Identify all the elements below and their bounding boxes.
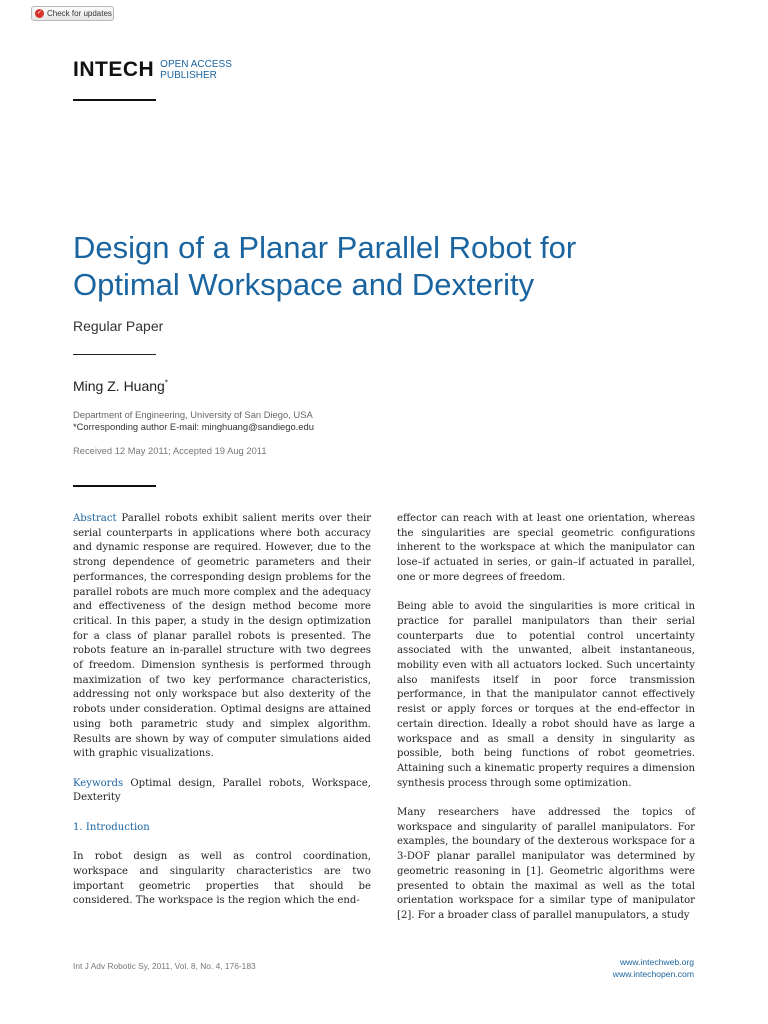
paper-title: Design of a Planar Parallel Robot for Optimal Workspace and Dexterity — [73, 230, 577, 302]
keywords-label: Keywords — [73, 777, 124, 789]
check-for-updates-button[interactable] — [31, 6, 114, 21]
footer-links — [613, 956, 694, 980]
divider — [73, 485, 156, 487]
abstract-text: Parallel robots exhibit salient merits over their serial counterparts in applications where both accuracy and dynamic response are required. However, due to the strong dependence of geometric parameters and their performances, the corresponding design problems for the parallel robots are much more complex and the adequacy and effectiveness of the design method become more critical. In this paper, a study in the design optimization for a class of planar parallel robots is presented. The robots feature an in-parallel structure with two degrees of freedom. Dimension synthesis is performed through maximization of two key performance characteristics, addressing not only workspace but also dexterity of the robots under consideration. Optimal designs are attained using both parametric study and simplex algorithm. Results are shown by way of computer simulations aided with graphic visualizations. — [73, 513, 372, 760]
keywords-text: Optimal design, Parallel robots, Workspace, Dexterity — [73, 777, 371, 804]
left-column — [73, 512, 371, 924]
paper-type: Regular Paper — [73, 318, 164, 334]
author-mark: * — [164, 378, 168, 388]
body-paragraph: Being able to avoid the singularities is more critical in practice for parallel manipulators than their serial counterparts due to potential control uncertainty associated with the unwanted, albeit instantaneous, mobility even with all actuators locked. Such uncertainty also manifests itself in poor force transmission performance, in that the manipulator cannot effectively resist or apply forces or torques at the end-effector in certain direction. Ideally a robot should have as large a workspace and as small a density in singularity as possible, both being functions of robot geometries. Attaining such a kinematic property requires a dimension synthesis process through some optimization. — [397, 601, 695, 789]
check-for-updates-label: Check for updates — [47, 9, 112, 18]
section-heading: 1. Introduction — [73, 821, 150, 833]
publisher-logo — [73, 58, 232, 82]
publisher-tagline-line2: PUBLISHER — [160, 70, 217, 81]
abstract — [73, 512, 371, 762]
author-name — [73, 378, 168, 394]
author-name-text: Ming Z. Huang — [73, 378, 165, 394]
citation: Int J Adv Robotic Sy, 2011, Vol. 8, No. 4, 176-183 — [73, 961, 256, 971]
body-paragraph: effector can reach with at least one orientation, whereas the singularities are special geometric configurations inherent to the workspace at which the manipulator can lose–if actuated in series, or gain–if actuated in parallel, one or more degrees of freedom. — [397, 513, 695, 583]
right-column — [397, 512, 695, 938]
publisher-tagline-line1: OPEN ACCESS — [160, 59, 232, 70]
body-paragraph: Many researchers have addressed the topics of workspace and singularity of parallel manipulators. For examples, the boundary of the dexterous workspace for a 3-DOF planar parallel manipulator was determined by geometric reasoning in [1]. Geometric algorithms were presented to obtain the maximal as well as the total orientation workspace for a similar type of manipulator [2]. For a broader class of parallel manupulators, a study — [397, 807, 695, 921]
abstract-label: Abstract — [73, 513, 117, 524]
publisher-name: INTECH — [73, 58, 155, 81]
received-dates: Received 12 May 2011; Accepted 19 Aug 2011 — [73, 445, 267, 456]
publisher-tagline — [160, 59, 232, 81]
affiliation: Department of Engineering, University of San Diego, USA — [73, 409, 313, 420]
keywords — [73, 777, 371, 806]
divider — [73, 354, 156, 355]
intro-paragraph: In robot design as well as control coordination, workspace and singularity characteristics are two important geometric properties that should be considered. The workspace is the region which the end- — [73, 851, 371, 907]
publisher-link[interactable]: www.intechopen.com — [612, 969, 694, 979]
publisher-link[interactable]: www.intechweb.org — [619, 957, 694, 967]
logo-divider — [73, 99, 156, 101]
crossmark-icon: ✓ — [36, 10, 43, 16]
corresponding-author: *Corresponding author E-mail: minghuang@sandiego.edu — [73, 421, 314, 432]
affiliation-block — [73, 409, 314, 433]
